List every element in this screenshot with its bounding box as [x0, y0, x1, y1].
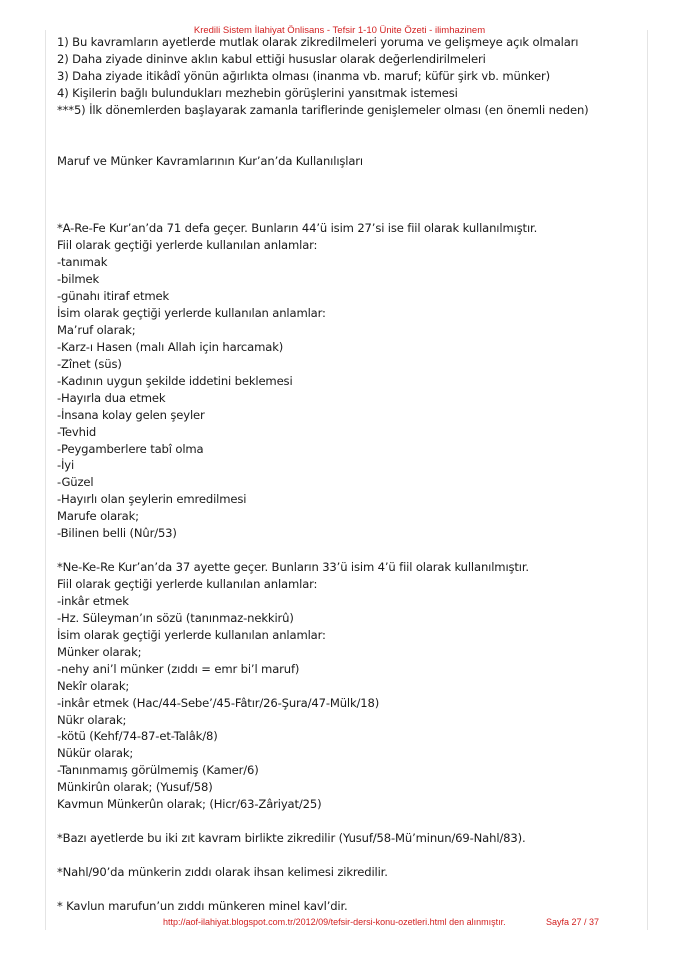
- nekere-line: -Hz. Süleyman’ın sözü (tanınmaz-nekkirû): [57, 610, 294, 625]
- arefe-line: -Hayırlı olan şeylerin emredilmesi: [57, 492, 247, 507]
- reason-item: ***5) İlk dönemlerden başlayarak zamanla tariflerinde genişlemeler olması (en önemli neden): [57, 102, 589, 117]
- source-link[interactable]: http://aof-ilahiyat.blogspot.com.tr/2012/09/tefsir-dersi-konu-ozetleri.html den alınmıştır.: [163, 917, 506, 927]
- nekere-line: İsim olarak geçtiği yerlerde kullanılan anlamlar:: [57, 627, 326, 642]
- nekere-line: *Ne-Ke-Re Kur’an’da 37 ayette geçer. Bunların 33’ü isim 4’ü fiil olarak kullanılmıştır.: [57, 560, 529, 575]
- arefe-line: -Zînet (süs): [57, 356, 122, 371]
- arefe-line: İsim olarak geçtiği yerlerde kullanılan anlamlar:: [57, 306, 326, 320]
- arefe-line: *A-Re-Fe Kur’an’da 71 defa geçer. Bunların 44’ü isim 27’si ise fiil olarak kullanılmıştır.: [57, 221, 538, 236]
- nekere-line: Kavmun Münkerûn olarak; (Hicr/63-Zâriyat/25): [57, 797, 322, 812]
- nekere-line: -inkâr etmek: [57, 593, 129, 608]
- arefe-line: -bilmek: [57, 272, 100, 287]
- nekere-line: Nükr olarak;: [57, 712, 127, 727]
- arefe-line: -Peygamberlere tabî olma: [57, 441, 204, 456]
- arefe-line: -Bilinen belli (Nûr/53): [57, 526, 177, 541]
- note-line: *Bazı ayetlerde bu iki zıt kavram birlikte zikredilir (Yusuf/58-Mü’minun/69-Nahl/83).: [57, 831, 526, 846]
- nekere-line: -Tanınmamış görülmemiş (Kamer/6): [57, 763, 259, 778]
- nekere-line: Nükür olarak;: [57, 746, 134, 761]
- nekere-line: Münker olarak;: [57, 644, 142, 659]
- reason-item: 3) Daha ziyade itikâdî yönün ağırlıkta olması (inanma vb. maruf; küfür şirk vb. münker): [57, 68, 551, 83]
- nekere-line: Nekîr olarak;: [57, 678, 130, 693]
- nekere-line: Fiil olarak geçtiği yerlerde kullanılan anlamlar:: [57, 577, 318, 591]
- reason-item: 2) Daha ziyade dininve aklın kabul ettiği hususlar olarak değerlendirilmeleri: [57, 51, 486, 66]
- arefe-line: -Kadının uygun şekilde iddetini beklemesi: [57, 373, 293, 388]
- arefe-section: [57, 220, 647, 542]
- arefe-line: -Karz-ı Hasen (malı Allah için harcamak): [57, 339, 284, 354]
- nekere-line: Münkirûn olarak; (Yusuf/58): [57, 780, 213, 795]
- arefe-line: -tanımak: [57, 255, 108, 270]
- nekere-line: -kötü (Kehf/74-87-et-Talâk/8): [57, 729, 218, 744]
- reason-item: 1) Bu kavramların ayetlerde mutlak olarak zikredilmeleri yoruma ve gelişmeye açık olmaları: [57, 35, 579, 49]
- page-content: [57, 34, 647, 915]
- arefe-line: -Güzel: [57, 475, 94, 490]
- arefe-line: -İnsana kolay gelen şeyler: [57, 407, 205, 422]
- note-line: *Nahl/90’da münkerin zıddı olarak ihsan kelimesi zikredilir.: [57, 864, 388, 879]
- section-title: Maruf ve Münker Kavramlarının Kur’an’da Kullanılışları: [57, 153, 363, 168]
- reason-item: 4) Kişilerin bağlı bulundukları mezhebin görüşlerini yansıtmak istemesi: [57, 85, 458, 100]
- arefe-line: Marufe olarak;: [57, 509, 139, 524]
- page-header: Kredili Sistem İlahiyat Önlisans - Tefsir 1-10 Ünite Özeti - ilimhazinem: [193, 25, 486, 36]
- arefe-line: -günahı itiraf etmek: [57, 289, 170, 304]
- nekere-line: -inkâr etmek (Hac/44-Sebe’/45-Fâtır/26-Şura/47-Mülk/18): [57, 695, 380, 710]
- arefe-line: Fiil olarak geçtiği yerlerde kullanılan anlamlar:: [57, 238, 318, 253]
- note-line: * Kavlun marufun’un zıddı münkeren minel kavl’dir.: [57, 898, 348, 913]
- arefe-line: -Hayırla dua etmek: [57, 390, 166, 405]
- page-number: Sayfa 27 / 37: [546, 917, 600, 927]
- nekere-line: -nehy ani’l münker (zıddı = emr bi’l maruf): [57, 661, 300, 676]
- arefe-line: -İyi: [57, 458, 75, 473]
- page-border-left: [45, 30, 46, 930]
- arefe-line: Ma’ruf olarak;: [57, 322, 136, 337]
- page-border-right: [647, 30, 648, 930]
- nekere-section: [57, 559, 647, 813]
- reasons-list: [57, 34, 647, 119]
- arefe-line: -Tevhid: [57, 424, 97, 439]
